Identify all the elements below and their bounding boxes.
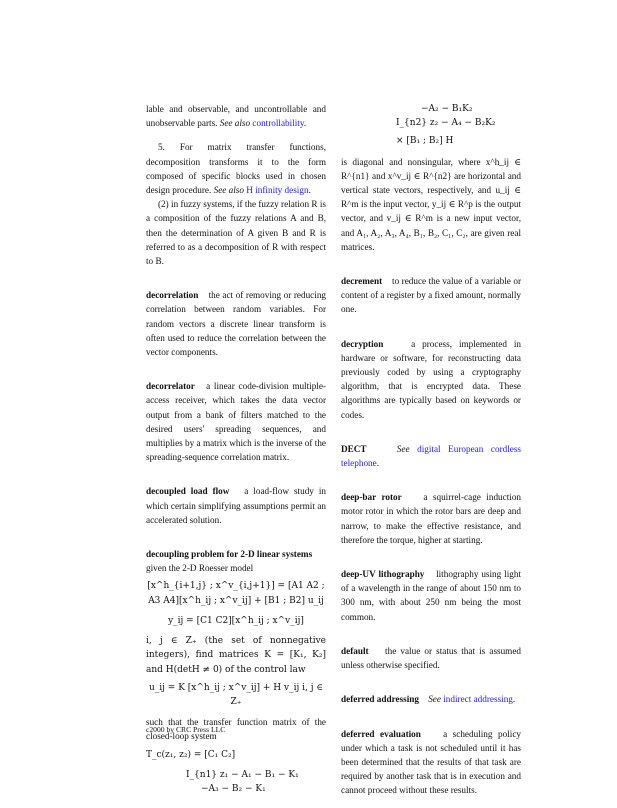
- equation-matrix-tail: × [B₁ ; B₂] H: [396, 136, 454, 147]
- entry-default: default the value or status that is assumed unless otherwise specified.: [341, 645, 522, 671]
- condition-text: i, j ∈ Z₊ (the set of nonnegative integers), find matrices K = [K₁, K₂] and H(detH ≠ 0) of the control law: [146, 636, 326, 675]
- equation-matrix-row-4: I_{n2} z₂ − A₄ − B₂K₂: [396, 118, 496, 129]
- term-deep-uv-lithography: deep-UV lithography: [341, 569, 425, 580]
- link-dect[interactable]: digital European cordless telephone: [341, 443, 521, 469]
- equation-matrix-row-1: I_{n1} z₁ − A₁ − B₁ − K₁: [186, 769, 299, 780]
- link-controllability[interactable]: controllability: [252, 118, 304, 129]
- term-default: default: [341, 645, 369, 656]
- term-deferred-evaluation: deferred evaluation: [341, 728, 421, 739]
- link-h-infinity-design[interactable]: H infinity design: [246, 185, 309, 196]
- equation-roesser-output: y_ij = [C1 C2][x^h_ij ; x^v_ij]: [168, 615, 304, 626]
- equation-matrix-row-2: −A₃ − B₂ − K₁: [201, 783, 266, 794]
- term-deep-bar-rotor: deep-bar rotor: [341, 492, 402, 503]
- entry-deep-uv-lithography: deep-UV lithography lithography using light of a wavelength in the range of about 150 nm to 300 nm, with about 250 nm being the most common.: [341, 569, 521, 622]
- equation-roesser-state: [x^h_{i+1,j} ; x^v_{i,j+1}] = [A1 A2 ; A3 A4][x^h_ij ; x^v_ij] + [B1 ; B2] u_ij: [147, 581, 325, 606]
- term-deferred-addressing: deferred addressing: [341, 694, 420, 705]
- term-decorrelator: decorrelator: [146, 381, 195, 392]
- entry-dect: DECT See digital European cordless telephone.: [341, 443, 521, 469]
- entry-decoupling-problem: decoupling problem for 2-D linear systems given the 2-D Roesser model: [146, 549, 313, 574]
- term-decrement: decrement: [341, 276, 383, 287]
- equation-transfer-function: T_c(z₁, z₂) = [C₁ C₂]: [146, 749, 236, 760]
- term-decorrelation: decorrelation: [146, 290, 199, 301]
- term-decoupled-load-flow: decoupled load flow: [146, 486, 230, 497]
- term-decoupling-problem: decoupling problem for 2-D linear systems: [146, 549, 313, 560]
- copyright-footer: c2000 by CRC Press LLC: [146, 725, 226, 734]
- entry-decorrelation: decorrelation the act of removing or reducing correlation between random variables. For random vectors a discrete linear transform is often used to reduce the correlation between the vector components.: [146, 290, 327, 358]
- entry-decryption: decryption a process, implemented in hardware or software, for reconstructing data previously coded by using a cryptography algorithm, that is encrypted data. These algorithms are typically based on keywords or codes.: [341, 338, 521, 420]
- paragraph-fuzzy: (2) in fuzzy systems, if the fuzzy relation R is a composition of the fuzzy relations A and B, then the determination of A given B and R is referred to as a decomposition of R with respect to B.: [146, 199, 326, 267]
- entry-deep-bar-rotor: deep-bar rotor a squirrel-cage induction motor rotor in which the rotor bars are deep and narrow, to make the effective resistance, and therefore the torque, higher at starting.: [341, 492, 522, 545]
- link-indirect-addressing[interactable]: indirect addressing: [443, 694, 513, 705]
- paragraph-item-5: 5. For matrix transfer functions, decomposition transforms it to the form composed of specific blocks used in chosen design procedure. See also H infinity design.: [146, 142, 326, 196]
- equation-matrix-row-3: −A₂ − B₁K₂: [421, 104, 473, 114]
- left-column: [146, 102, 326, 796]
- such-that-text: such that the transfer function matrix of the closed-loop system: [146, 717, 326, 742]
- term-decryption: decryption: [341, 338, 384, 349]
- equation-control-law: u_ij = K [x^h_ij ; x^v_ij] + H v_ij i, j ∈ Z₊: [148, 682, 324, 707]
- entry-decrement: decrement to reduce the value of a variable or content of a register by a fixed amount, normally one.: [341, 276, 522, 315]
- term-dect: DECT: [341, 443, 367, 454]
- diagonal-text: is diagonal and nonsingular, where x^h_ij ∈ R^{n1} and x^v_ij ∈ R^{n2} are horizontal and vertical state vectors, respectively, and u_ij ∈ R^m is the input vector, y_ij ∈ R^p is the output vector, and v_ij ∈ R^m is a new input vector, and A₁, A₂, A₃, A₄, B₁, B₂, C₁, C₂, are given real matrices.: [341, 156, 521, 252]
- entry-deferred-evaluation: deferred evaluation a scheduling policy under which a task is not scheduled until it has been determined that the results of that task are required by another task that is in execution and cannot proceed without these results.: [341, 728, 521, 796]
- paragraph-continuation: lable and observable, and uncontrollable and unobservable parts. See also controllability.: [146, 104, 326, 129]
- entry-deferred-addressing: deferred addressing See indirect addressing.: [341, 694, 516, 705]
- entry-decorrelator: decorrelator a linear code-division multiple-access receiver, which takes the data vector output from a bank of filters matched to the desired users' spreading sequences, and multiplies by a matrix which is the inverse of the spreading-sequence correlation matrix.: [146, 381, 326, 463]
- right-column: [341, 102, 521, 808]
- entry-decoupled-load-flow: decoupled load flow a load-flow study in which certain simplifying assumptions permit an accelerated solution.: [146, 486, 326, 525]
